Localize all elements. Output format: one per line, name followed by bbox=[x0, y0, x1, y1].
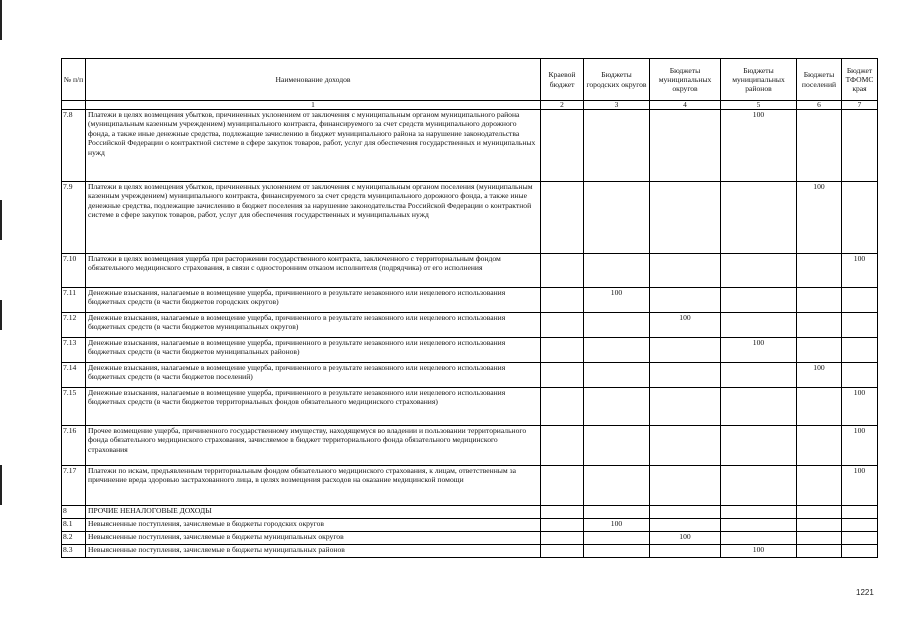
share-percent-cell bbox=[721, 532, 797, 545]
header-col: Бюджеты муниципальных районов bbox=[721, 59, 797, 101]
header-name: Наименование доходов bbox=[86, 59, 541, 101]
revenue-name: ПРОЧИЕ НЕНАЛОГОВЫЕ ДОХОДЫ bbox=[86, 506, 541, 519]
share-percent-cell bbox=[650, 545, 721, 558]
share-percent-cell bbox=[541, 519, 584, 532]
row-number: 8.3 bbox=[62, 545, 86, 558]
header-col: Бюджеты поселений bbox=[797, 59, 842, 101]
share-percent-cell: 100 bbox=[721, 110, 797, 182]
share-percent-cell bbox=[797, 254, 842, 288]
table-row bbox=[62, 110, 878, 182]
share-percent-cell bbox=[541, 182, 584, 254]
share-percent-cell bbox=[842, 545, 878, 558]
share-percent-cell bbox=[797, 110, 842, 182]
share-percent-cell bbox=[842, 506, 878, 519]
share-percent-cell bbox=[797, 506, 842, 519]
share-percent-cell bbox=[541, 254, 584, 288]
table-row bbox=[62, 506, 878, 519]
page-edge-mark bbox=[0, 300, 2, 330]
page-edge-mark bbox=[0, 465, 2, 505]
share-percent-cell bbox=[541, 110, 584, 182]
share-percent-cell bbox=[584, 313, 650, 338]
share-percent-cell: 100 bbox=[842, 426, 878, 466]
share-percent-cell bbox=[584, 388, 650, 426]
share-percent-cell bbox=[650, 110, 721, 182]
table-row bbox=[62, 182, 878, 254]
share-percent-cell bbox=[650, 182, 721, 254]
header-col: Бюджеты муниципальных округов bbox=[650, 59, 721, 101]
table-row bbox=[62, 363, 878, 388]
share-percent-cell bbox=[797, 338, 842, 363]
share-percent-cell: 100 bbox=[584, 288, 650, 313]
share-percent-cell bbox=[842, 288, 878, 313]
share-percent-cell bbox=[842, 532, 878, 545]
share-percent-cell bbox=[584, 545, 650, 558]
table-row bbox=[62, 288, 878, 313]
row-number: 7.14 bbox=[62, 363, 86, 388]
share-percent-cell bbox=[584, 426, 650, 466]
row-number: 7.9 bbox=[62, 182, 86, 254]
revenue-name: Денежные взыскания, налагаемые в возмещение ущерба, причиненного в результате незаконного или нецелевого использования бюджетных средств (в части бюджетов муниципальных районов) bbox=[86, 338, 541, 363]
column-number: 1 bbox=[86, 101, 541, 110]
row-number: 8.1 bbox=[62, 519, 86, 532]
column-number: 5 bbox=[721, 101, 797, 110]
table-row bbox=[62, 519, 878, 532]
share-percent-cell bbox=[541, 388, 584, 426]
share-percent-cell bbox=[721, 388, 797, 426]
column-number: 6 bbox=[797, 101, 842, 110]
row-number: 7.17 bbox=[62, 466, 86, 506]
row-number: 7.8 bbox=[62, 110, 86, 182]
share-percent-cell bbox=[842, 182, 878, 254]
share-percent-cell bbox=[721, 313, 797, 338]
share-percent-cell bbox=[721, 466, 797, 506]
share-percent-cell bbox=[797, 519, 842, 532]
revenue-name: Платежи в целях возмещения убытков, причиненных уклонением от заключения с муниципальным органом поселения (муниципальным казенным учреждением) муниципального контракта, финансируемого за счет средств муниципального дорожного фонда, а также иные денежные средства, подлежащие зачислению в бюджет поселения за нарушение законодательства Российской Федерации о контрактной системе в сфере закупок товаров, работ, услуг для обеспечения государственных и муниципальных нужд bbox=[86, 182, 541, 254]
row-number: 7.15 bbox=[62, 388, 86, 426]
column-number: 7 bbox=[842, 101, 878, 110]
share-percent-cell: 100 bbox=[842, 388, 878, 426]
table-row bbox=[62, 545, 878, 558]
share-percent-cell bbox=[797, 288, 842, 313]
page-number: 1221 bbox=[856, 588, 874, 597]
share-percent-cell bbox=[721, 506, 797, 519]
share-percent-cell bbox=[721, 519, 797, 532]
column-number bbox=[62, 101, 86, 110]
table-row bbox=[62, 532, 878, 545]
share-percent-cell bbox=[650, 254, 721, 288]
share-percent-cell: 100 bbox=[842, 466, 878, 506]
table-row bbox=[62, 426, 878, 466]
share-percent-cell bbox=[584, 532, 650, 545]
share-percent-cell bbox=[842, 519, 878, 532]
column-number: 3 bbox=[584, 101, 650, 110]
row-number: 7.10 bbox=[62, 254, 86, 288]
share-percent-cell bbox=[584, 363, 650, 388]
table-row bbox=[62, 313, 878, 338]
share-percent-cell bbox=[541, 313, 584, 338]
share-percent-cell bbox=[650, 506, 721, 519]
header-col: Бюджеты городских округов bbox=[584, 59, 650, 101]
share-percent-cell bbox=[797, 388, 842, 426]
column-number: 2 bbox=[541, 101, 584, 110]
share-percent-cell: 100 bbox=[584, 519, 650, 532]
share-percent-cell bbox=[721, 363, 797, 388]
revenue-name: Денежные взыскания, налагаемые в возмещение ущерба, причиненного в результате незаконного или нецелевого использования бюджетных средств (в части бюджетов муниципальных округов) bbox=[86, 313, 541, 338]
share-percent-cell: 100 bbox=[650, 313, 721, 338]
row-number: 8 bbox=[62, 506, 86, 519]
row-number: 7.16 bbox=[62, 426, 86, 466]
share-percent-cell bbox=[797, 532, 842, 545]
share-percent-cell bbox=[541, 532, 584, 545]
share-percent-cell bbox=[541, 506, 584, 519]
share-percent-cell: 100 bbox=[721, 545, 797, 558]
share-percent-cell: 100 bbox=[797, 182, 842, 254]
share-percent-cell: 100 bbox=[650, 532, 721, 545]
share-percent-cell bbox=[584, 338, 650, 363]
revenue-name: Невыясненные поступления, зачисляемые в бюджеты городских округов bbox=[86, 519, 541, 532]
share-percent-cell bbox=[842, 338, 878, 363]
revenue-name: Невыясненные поступления, зачисляемые в бюджеты муниципальных районов bbox=[86, 545, 541, 558]
share-percent-cell bbox=[541, 288, 584, 313]
share-percent-cell bbox=[650, 363, 721, 388]
revenue-name: Денежные взыскания, налагаемые в возмещение ущерба, причиненного в результате незаконного или нецелевого использования бюджетных средств (в части бюджетов городских округов) bbox=[86, 288, 541, 313]
share-percent-cell: 100 bbox=[842, 254, 878, 288]
table-row bbox=[62, 388, 878, 426]
share-percent-cell: 100 bbox=[721, 338, 797, 363]
column-number-row bbox=[62, 101, 878, 110]
row-number: 8.2 bbox=[62, 532, 86, 545]
share-percent-cell bbox=[541, 363, 584, 388]
share-percent-cell bbox=[650, 426, 721, 466]
share-percent-cell bbox=[541, 545, 584, 558]
revenue-name: Невыясненные поступления, зачисляемые в бюджеты муниципальных округов bbox=[86, 532, 541, 545]
share-percent-cell bbox=[650, 288, 721, 313]
share-percent-cell bbox=[721, 182, 797, 254]
share-percent-cell bbox=[584, 110, 650, 182]
share-percent-cell bbox=[797, 426, 842, 466]
share-percent-cell bbox=[541, 466, 584, 506]
page-edge-mark bbox=[0, 200, 2, 240]
column-number: 4 bbox=[650, 101, 721, 110]
revenue-name: Денежные взыскания, налагаемые в возмещение ущерба, причиненного в результате незаконного или нецелевого использования бюджетных средств (в части бюджетов территориальных фондов обязательного медицинского страхования) bbox=[86, 388, 541, 426]
row-number: 7.11 bbox=[62, 288, 86, 313]
table-row bbox=[62, 338, 878, 363]
table-row bbox=[62, 466, 878, 506]
share-percent-cell bbox=[842, 110, 878, 182]
table-row bbox=[62, 254, 878, 288]
row-number: 7.13 bbox=[62, 338, 86, 363]
header-num: № п/п bbox=[62, 59, 86, 101]
share-percent-cell bbox=[541, 426, 584, 466]
header-col: Бюджет ТФОМС края bbox=[842, 59, 878, 101]
share-percent-cell bbox=[842, 363, 878, 388]
revenue-distribution-table bbox=[61, 58, 878, 558]
page-edge-mark bbox=[0, 0, 2, 40]
table-header-row bbox=[62, 59, 878, 101]
share-percent-cell: 100 bbox=[797, 363, 842, 388]
revenue-name: Платежи по искам, предъявленным территориальным фондом обязательного медицинского страхования, к лицам, ответственным за причинение вреда здоровью застрахованного лица, в целях возмещения расходов на оказание медицинской помощи bbox=[86, 466, 541, 506]
share-percent-cell bbox=[721, 426, 797, 466]
share-percent-cell bbox=[584, 466, 650, 506]
share-percent-cell bbox=[584, 182, 650, 254]
share-percent-cell bbox=[650, 388, 721, 426]
share-percent-cell bbox=[541, 338, 584, 363]
share-percent-cell bbox=[797, 545, 842, 558]
share-percent-cell bbox=[650, 466, 721, 506]
share-percent-cell bbox=[650, 519, 721, 532]
share-percent-cell bbox=[584, 254, 650, 288]
header-col: Краевой бюджет bbox=[541, 59, 584, 101]
revenue-name: Прочее возмещение ущерба, причиненного государственному имуществу, находящемуся во владении и пользовании территориального фонда обязательного медицинского страхования, зачисляемое в бюджет территориального фонда обязательного медицинского страхования bbox=[86, 426, 541, 466]
row-number: 7.12 bbox=[62, 313, 86, 338]
revenue-name: Денежные взыскания, налагаемые в возмещение ущерба, причиненного в результате незаконного или нецелевого использования бюджетных средств (в части бюджетов поселений) bbox=[86, 363, 541, 388]
revenue-name: Платежи в целях возмещения ущерба при расторжении государственного контракта, заключенного с территориальным фондом обязательного медицинского страхования, в связи с односторонним отказом исполнителя (подрядчика) от его исполнения bbox=[86, 254, 541, 288]
revenue-name: Платежи в целях возмещения убытков, причиненных уклонением от заключения с муниципальным органом муниципального района (муниципальным казенным учреждением) муниципального контракта, финансируемого за счет средств муниципального дорожного фонда, а также иные денежные средства, подлежащие зачислению в бюджет муниципального района за нарушение законодательства Российской Федерации о контрактной системе в сфере закупок товаров, работ, услуг для обеспечения государственных и муниципальных нужд bbox=[86, 110, 541, 182]
share-percent-cell bbox=[584, 506, 650, 519]
share-percent-cell bbox=[721, 254, 797, 288]
share-percent-cell bbox=[842, 313, 878, 338]
share-percent-cell bbox=[721, 288, 797, 313]
share-percent-cell bbox=[650, 338, 721, 363]
share-percent-cell bbox=[797, 313, 842, 338]
share-percent-cell bbox=[797, 466, 842, 506]
